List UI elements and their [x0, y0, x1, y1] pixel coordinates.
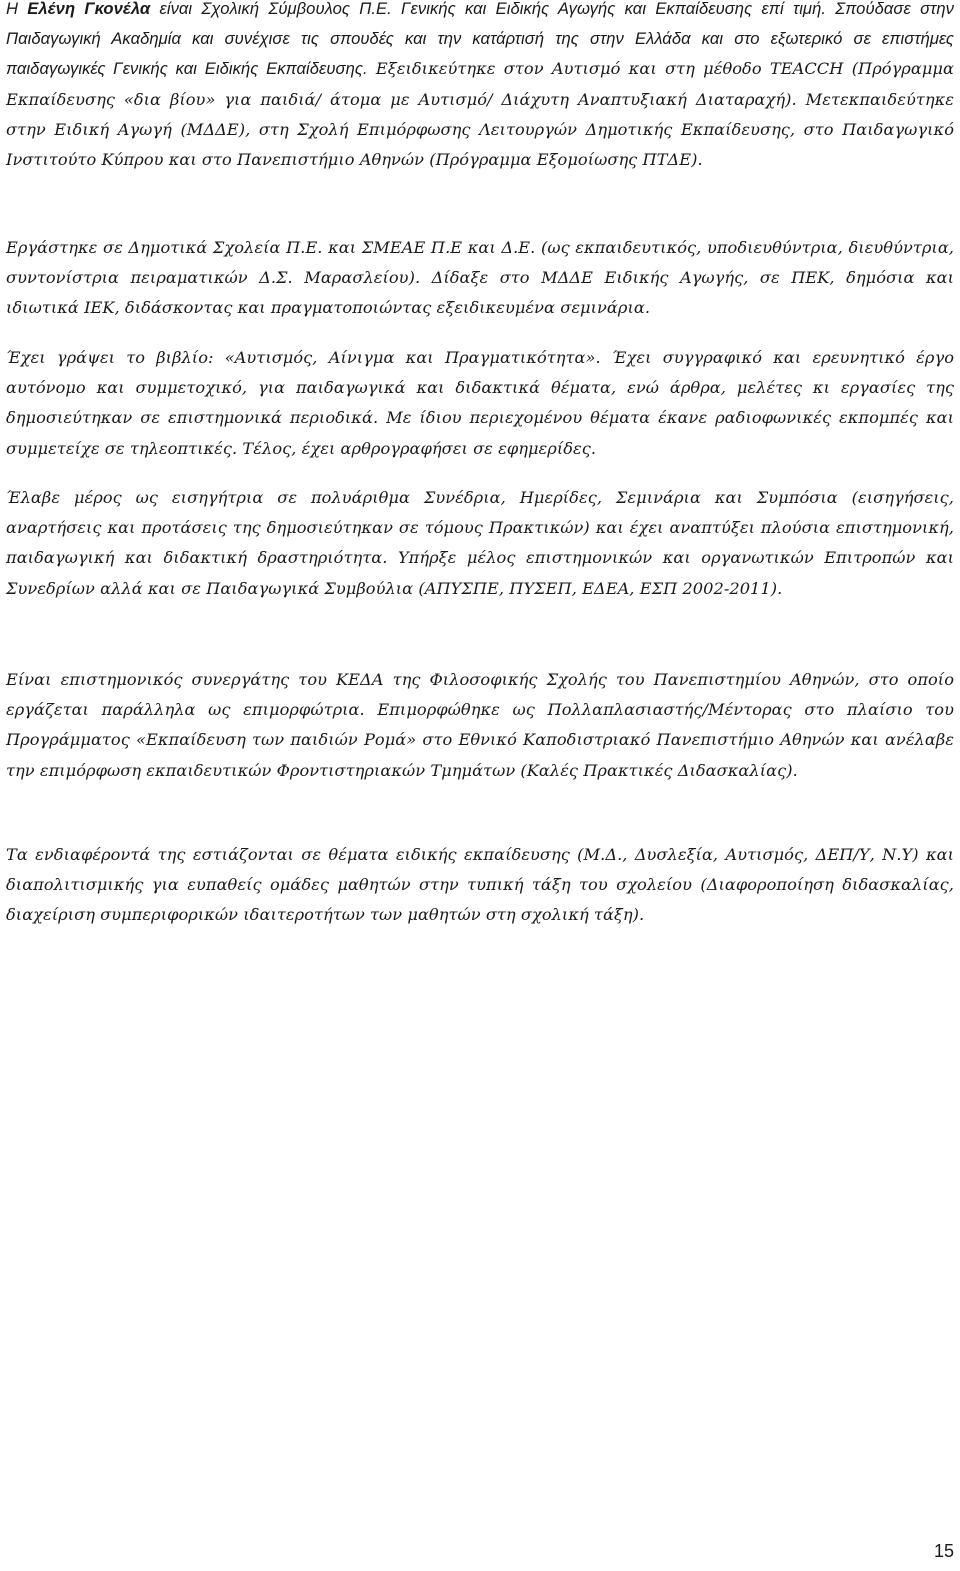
- intro-lead: Η: [6, 0, 28, 18]
- publications-paragraph: Έχει γράψει το βιβλίο: «Αυτισμός, Αίνιγμα και Πραγματικότητα». Έχει συγγραφικό και ερευνητικό έργο αυτόνομο και συμμετοχικό, για παιδαγωγικά και διδακτικά θέματα, ενώ άρθρα, μελέτες κι εργασίες της δημοσιεύτηκαν σε επιστημονικά περιοδικά. Με ίδιου περιεχομένου θέματα έκανε ραδιοφωνικές εκπομπές και συμμετείχε σε τηλεοπτικές. Τέλος, έχει αρθρογραφήσει σε εφημερίδες.: [6, 348, 954, 458]
- biography-intro-paragraph: [6, 0, 954, 175]
- author-name: Ελένη Γκονέλα: [27, 0, 151, 18]
- intro-serif-text: Εξειδικεύτηκε στον Αυτισμό και στη μέθοδο TEACCH (Πρόγραμμα Εκπαίδευσης «δια βίου» για παιδιά/ άτομα με Αυτισμό/ Διάχυτη Αναπτυξιακή Διαταραχή). Μετεκπαιδεύτηκε στην Ειδική Αγωγή (ΜΔΔΕ), στη Σχολή Επιμόρφωσης Λειτουργών Δημοτικής Εκπαίδευσης, στο Παιδαγωγικό Ινστιτούτο Κύπρου και στο Πανεπιστήμιο Αθηνών (Πρόγραμμα Εξομοίωσης ΠΤΔΕ).: [6, 59, 954, 170]
- interests-paragraph: Τα ενδιαφέροντά της εστιάζονται σε θέματα ειδικής εκπαίδευσης (Μ.Δ., Δυσλεξία, Αυτισμός, ΔΕΠ/Υ, Ν.Υ) και διαπολιτισμικής για ευπαθείς ομάδες μαθητών στην τυπική τάξη του σχολείου (Διαφοροποίηση διδασκαλίας, διαχείριση συμπεριφορικών ιδαιτεροτήτων των μαθητών στη σχολική τάξη).: [6, 845, 954, 925]
- work-experience-paragraph: Εργάστηκε σε Δημοτικά Σχολεία Π.Ε. και ΣΜΕΑΕ Π.Ε και Δ.Ε. (ως εκπαιδευτικός, υποδιευθύντρια, διευθύντρια, συντονίστρια πειραματικών Δ.Σ. Μαρασλείου). Δίδαξε στο ΜΔΔΕ Ειδικής Αγωγής, σε ΠΕΚ, δημόσια και ιδιωτικά ΙΕΚ, διδάσκοντας και πραγματοποιώντας εξειδικευμένα σεμινάρια.: [6, 238, 954, 318]
- page-number: 15: [933, 1541, 954, 1561]
- intro-sans-text: είναι Σχολική Σύμβουλος Π.Ε. Γενικής και Ειδικής Αγωγής και Εκπαίδευσης επί τιμή. Σπούδασε στην Παιδαγωγική Ακαδημία και συνέχισε τις σπουδές και την κατάρτισή της στην Ελλάδα και στο εξωτερικό σε επιστήμες παιδαγωγικές Γενικής και Ειδικής Εκπαίδευσης.: [6, 0, 954, 79]
- collaboration-paragraph: Είναι επιστημονικός συνεργάτης του ΚΕΔΑ της Φιλοσοφικής Σχολής του Πανεπιστημίου Αθηνών, στο οποίο εργάζεται παράλληλα ως επιμορφώτρια. Επιμορφώθηκε ως Πολλαπλασιαστής/Μέντορας στο πλαίσιο του Προγράμματος «Εκπαίδευση των παιδιών Ρομά» στο Εθνικό Καποδιστριακό Πανεπιστήμιο Αθηνών και ανέλαβε την επιμόρφωση εκπαιδευτικών Φροντιστηριακών Τμημάτων (Καλές Πρακτικές Διδασκαλίας).: [6, 670, 954, 780]
- conferences-paragraph: Έλαβε μέρος ως εισηγήτρια σε πολυάριθμα Συνέδρια, Ημερίδες, Σεμινάρια και Συμπόσια (εισηγήσεις, αναρτήσεις και προτάσεις της δημοσιεύτηκαν σε τόμους Πρακτικών) και έχει αναπτύξει πλούσια επιστημονική, παιδαγωγική και διδακτική δραστηριότητα. Υπήρξε μέλος επιστημονικών και οργανωτικών Επιτροπών και Συνεδρίων αλλά και σε Παιδαγωγικά Συμβούλια (ΑΠΥΣΠΕ, ΠΥΣΕΠ, ΕΔΕΑ, ΕΣΠ 2002-2011).: [6, 488, 954, 598]
